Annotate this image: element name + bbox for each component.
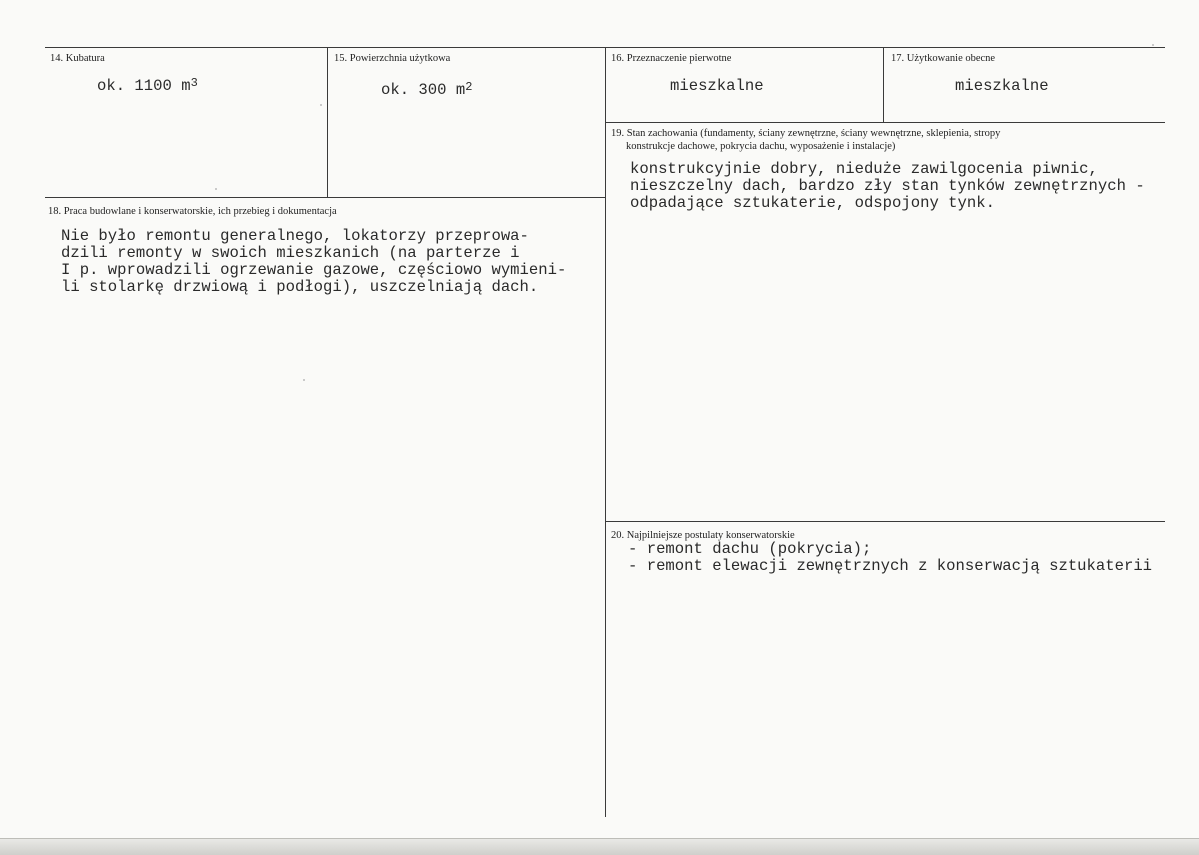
scan-speck (303, 379, 305, 381)
field-14-value (97, 78, 198, 95)
field-17-value: mieszkalne (955, 77, 1049, 95)
rule-below-14-15 (45, 197, 605, 198)
field-20-line: - remont elewacji zewnętrznych z konserwacją sztukaterii (628, 557, 1153, 575)
field-20-line: - remont dachu (pokrycia); (628, 540, 872, 558)
scan-speck (215, 188, 217, 190)
field-16-value: mieszkalne (670, 77, 764, 95)
rule-below-16-17 (605, 122, 1165, 123)
scan-bottom-edge (0, 838, 1199, 855)
divider-center (605, 47, 606, 817)
divider-14-15 (327, 47, 328, 197)
rule-above-20 (605, 521, 1165, 522)
field-18-line: Nie było remontu generalnego, lokatorzy przeprowa- (61, 227, 529, 245)
divider-16-17 (883, 47, 884, 122)
field-19-line: konstrukcyjnie dobry, nieduże zawilgocenia piwnic, (630, 160, 1098, 178)
field-15-label: 15. Powierzchnia użytkowa (334, 53, 451, 64)
scan-speck (1152, 44, 1154, 46)
field-15-value (381, 82, 472, 99)
field-18-line: I p. wprowadzili ogrzewanie gazowe, częściowo wymieni- (61, 261, 567, 279)
field-14-unit-power: 3 (190, 76, 198, 90)
field-18-line: li stolarkę drzwiową i podłogi), uszczelniają dach. (61, 278, 539, 296)
field-19-label-line-1: 19. Stan zachowania (fundamenty, ściany zewnętrzne, ściany wewnętrzne, sklepienia, stropy (611, 128, 1001, 139)
field-19-label-line-2: konstrukcje dachowe, pokrycia dachu, wyposażenie i instalacje) (626, 141, 896, 152)
field-15-unit-power: 2 (465, 80, 473, 94)
field-19-line: odpadające sztukaterie, odspojony tynk. (630, 194, 995, 212)
field-16-label: 16. Przeznaczenie pierwotne (611, 53, 732, 64)
scan-speck (320, 104, 322, 106)
field-14-label: 14. Kubatura (50, 53, 105, 64)
field-20-label: 20. Najpilniejsze postulaty konserwatorskie (611, 530, 795, 541)
field-14-value-text: ok. 1100 m (97, 77, 191, 95)
field-19-line: nieszczelny dach, bardzo zły stan tynków zewnętrznych - (630, 177, 1145, 195)
field-15-value-text: ok. 300 m (381, 81, 466, 99)
field-17-label: 17. Użytkowanie obecne (891, 53, 996, 64)
field-18-label: 18. Praca budowlane i konserwatorskie, ich przebieg i dokumentacja (48, 206, 337, 217)
field-18-line: dzili remonty w swoich mieszkanich (na parterze i (61, 244, 520, 262)
